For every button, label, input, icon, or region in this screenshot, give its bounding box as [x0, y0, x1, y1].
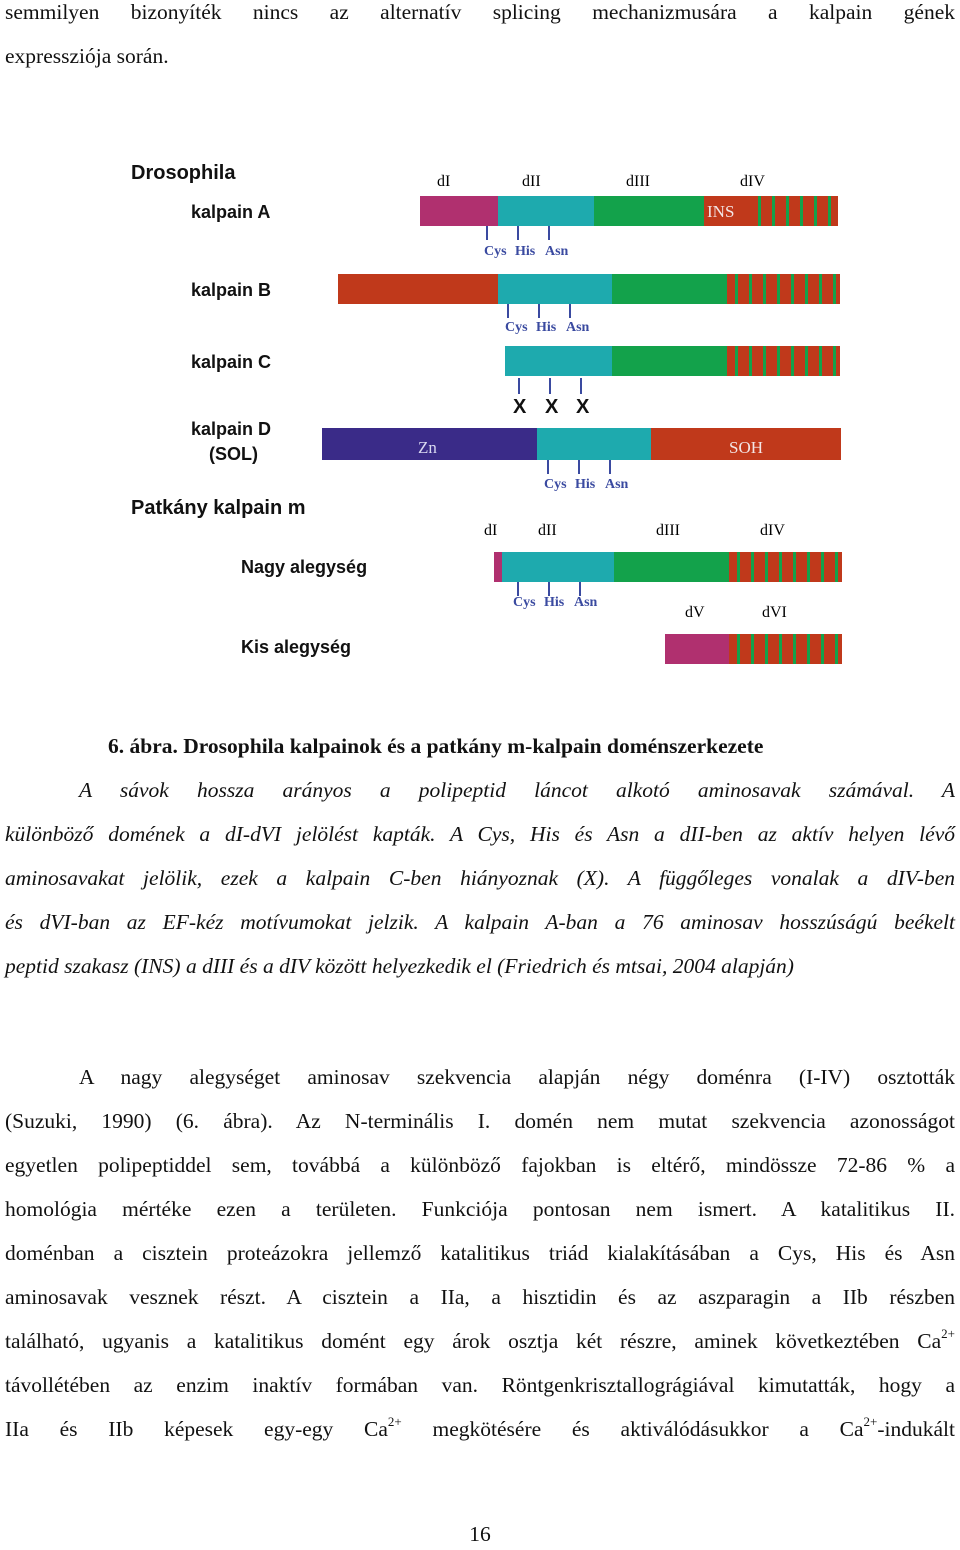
bar-kalpain-c-diii — [612, 346, 727, 376]
line-text: található, ugyanis a katalitikus domént egy árok osztja két részre, aminek következtében Ca — [5, 1329, 942, 1353]
bar-kalpain-d-dii — [537, 428, 651, 460]
bar-kalpain-b-n — [338, 274, 498, 304]
ins-label: INS — [707, 202, 735, 221]
ef-hand-stripe — [805, 274, 808, 304]
text-line: aminosavak vesznek részt. A cisztein a IIa, a hisztidin és az aszparagin a IIb részben — [5, 1285, 955, 1309]
bar-kalpain-a-diii — [594, 196, 704, 226]
line-text: IIa és IIb képesek egy-egy Ca — [5, 1417, 388, 1441]
residue-his: His — [536, 320, 557, 335]
bar-kalpain-b-diii — [612, 274, 727, 304]
section-rat: Patkány kalpain m — [131, 497, 306, 519]
row-label-nagy: Nagy alegység — [241, 557, 368, 577]
ef-hand-stripe — [751, 552, 754, 582]
bar-nagy-div — [729, 552, 842, 582]
domain-label-diii: dIII — [626, 173, 650, 190]
page-number: 16 — [469, 1522, 491, 1546]
ef-hand-stripe — [772, 196, 775, 226]
residue-his: His — [515, 244, 536, 259]
line-text: megkötésére és aktiválódásukkor a Ca — [401, 1417, 864, 1441]
superscript: 2+ — [863, 1414, 878, 1429]
text-line: (Suzuki, 1990) (6. ábra). Az N-terminális I. domén nem mutat szekvencia azonosságot — [5, 1109, 955, 1133]
bar-kalpain-b-dii — [498, 274, 612, 304]
domain-label-dii-rat: dII — [538, 522, 557, 539]
ef-hand-stripe — [763, 274, 766, 304]
caption-line: és dVI-ban az EF-kéz motívumokat jelzik. A kalpain A-ban a 76 aminosav hosszúságú beékelt — [5, 910, 955, 934]
text-line — [5, 1407, 955, 1451]
missing-his-mark: X — [545, 396, 559, 418]
domain-label-div: dIV — [740, 173, 765, 190]
bar-kalpain-c-div — [727, 346, 840, 376]
superscript: 2+ — [387, 1414, 402, 1429]
ef-hand-stripe — [737, 552, 740, 582]
row-label-kalpain-a: kalpain A — [191, 202, 271, 222]
ef-hand-stripe — [807, 552, 810, 582]
text-line: A nagy alegységet aminosav szekvencia alapján négy doménra (I-IV) osztották — [79, 1065, 955, 1089]
ef-hand-stripe — [793, 552, 796, 582]
bar-kis-dv — [665, 634, 729, 664]
ef-hand-stripe — [763, 346, 766, 376]
ef-hand-stripe — [793, 634, 796, 664]
figure-caption — [5, 768, 955, 988]
bar-nagy-di — [494, 552, 502, 582]
ef-hand-stripe — [807, 634, 810, 664]
domain-bars — [322, 196, 842, 664]
domain-label-dii: dII — [522, 173, 541, 190]
caption-line: különböző domének a dI-dVI jelölést kapták. A Cys, His és Asn a dII-ben az aktív helyen lévő — [5, 822, 955, 846]
top-paragraph — [5, 0, 955, 78]
ef-hand-stripe — [791, 274, 794, 304]
text-line: expressziója során. — [5, 44, 169, 68]
ef-hand-stripe — [835, 552, 838, 582]
bar-nagy-diii — [614, 552, 729, 582]
bar-kalpain-a-div — [750, 196, 838, 226]
soh-label: SOH — [729, 438, 764, 457]
row-label-kalpain-d-sol: (SOL) — [209, 444, 258, 464]
calpain-domain-figure — [0, 150, 960, 680]
bar-kalpain-a-dii — [498, 196, 594, 226]
ef-hand-stripe — [819, 346, 822, 376]
row-label-kalpain-b: kalpain B — [191, 280, 272, 300]
line-text: -indukált — [877, 1417, 955, 1441]
bar-nagy-dii — [502, 552, 614, 582]
ef-hand-stripe — [805, 346, 808, 376]
residue-his: His — [544, 595, 565, 610]
figure-caption-title: 6. ábra. Drosophila kalpainok és a patkány m-kalpain doménszerkezete — [108, 734, 764, 758]
text-line: semmilyen bizonyíték nincs az alternatív splicing mechanizmusára a kalpain gének — [5, 0, 955, 24]
domain-label-dv: dV — [685, 604, 705, 621]
row-label-kalpain-d: kalpain D — [191, 419, 272, 439]
domain-label-di: dI — [437, 173, 451, 190]
bar-kis-dvi — [729, 634, 842, 664]
residue-his: His — [575, 477, 596, 492]
ef-hand-stripe — [819, 274, 822, 304]
ef-hand-stripe — [749, 346, 752, 376]
text-line — [5, 1319, 955, 1363]
ef-hand-stripe — [777, 274, 780, 304]
ef-hand-stripe — [814, 196, 817, 226]
missing-asn-mark: X — [576, 396, 590, 418]
ef-hand-stripe — [735, 346, 738, 376]
text-line: homológia mértéke ezen a területen. Funkciója pontosan nem ismert. A katalitikus II. — [5, 1197, 955, 1221]
ef-hand-stripe — [786, 196, 789, 226]
bar-kalpain-c-dii — [505, 346, 612, 376]
ef-hand-stripe — [821, 634, 824, 664]
ef-hand-stripe — [737, 634, 740, 664]
text-line: távollétében az enzim inaktív formában van. Röntgenkrisztallográgiával kimutatták, hogy a — [5, 1373, 955, 1397]
domain-label-div-rat: dIV — [760, 522, 785, 539]
bar-kalpain-b-div — [727, 274, 840, 304]
zn-label: Zn — [418, 438, 437, 457]
caption-line: peptid szakasz (INS) a dIII és a dIV között helyezkedik el (Friedrich és mtsai, 2004 alapján) — [5, 954, 794, 978]
ef-hand-stripe — [828, 196, 831, 226]
residue-asn: Asn — [545, 244, 569, 259]
ef-hand-stripe — [821, 552, 824, 582]
section-drosophila: Drosophila — [131, 162, 236, 184]
domain-label-diii-rat: dIII — [656, 522, 680, 539]
text-line: egyetlen polipeptiddel sem, továbbá a különböző fajokban is eltérő, mindössze 72-86 % a — [5, 1153, 955, 1177]
ef-hand-stripe — [758, 196, 761, 226]
residue-asn: Asn — [605, 477, 629, 492]
residue-cys: Cys — [484, 244, 507, 259]
ef-hand-stripe — [749, 274, 752, 304]
ef-hand-stripe — [779, 552, 782, 582]
caption-line: aminosavakat jelölik, ezek a kalpain C-ben hiányoznak (X). A függőleges vonalak a dIV-ben — [5, 866, 955, 890]
ef-hand-stripe — [800, 196, 803, 226]
body-paragraph — [5, 1055, 955, 1451]
ef-hand-stripe — [791, 346, 794, 376]
row-label-kalpain-c: kalpain C — [191, 352, 272, 372]
ef-hand-stripe — [765, 634, 768, 664]
residue-asn: Asn — [574, 595, 598, 610]
ef-hand-stripe — [833, 346, 836, 376]
ef-hand-stripe — [835, 634, 838, 664]
superscript: 2+ — [941, 1326, 955, 1341]
text-line: doménban a cisztein proteázokra jellemző katalitikus triád kialakításában a Cys, His és Asn — [5, 1241, 955, 1265]
residue-asn: Asn — [566, 320, 590, 335]
ef-hand-stripe — [833, 274, 836, 304]
ef-hand-stripe — [777, 346, 780, 376]
ef-hand-stripe — [751, 634, 754, 664]
row-label-kis: Kis alegység — [241, 637, 352, 657]
residue-cys: Cys — [505, 320, 528, 335]
domain-label-dvi: dVI — [762, 604, 787, 621]
caption-line: A sávok hossza arányos a polipeptid láncot alkotó aminosavak számával. A — [79, 778, 955, 802]
residue-cys: Cys — [544, 477, 567, 492]
ef-hand-stripe — [779, 634, 782, 664]
ef-hand-stripe — [765, 552, 768, 582]
missing-cys-mark: X — [513, 396, 527, 418]
domain-label-di-rat: dI — [484, 522, 498, 539]
bar-kalpain-a-di — [420, 196, 498, 226]
ef-hand-stripe — [735, 274, 738, 304]
residue-cys: Cys — [513, 595, 536, 610]
